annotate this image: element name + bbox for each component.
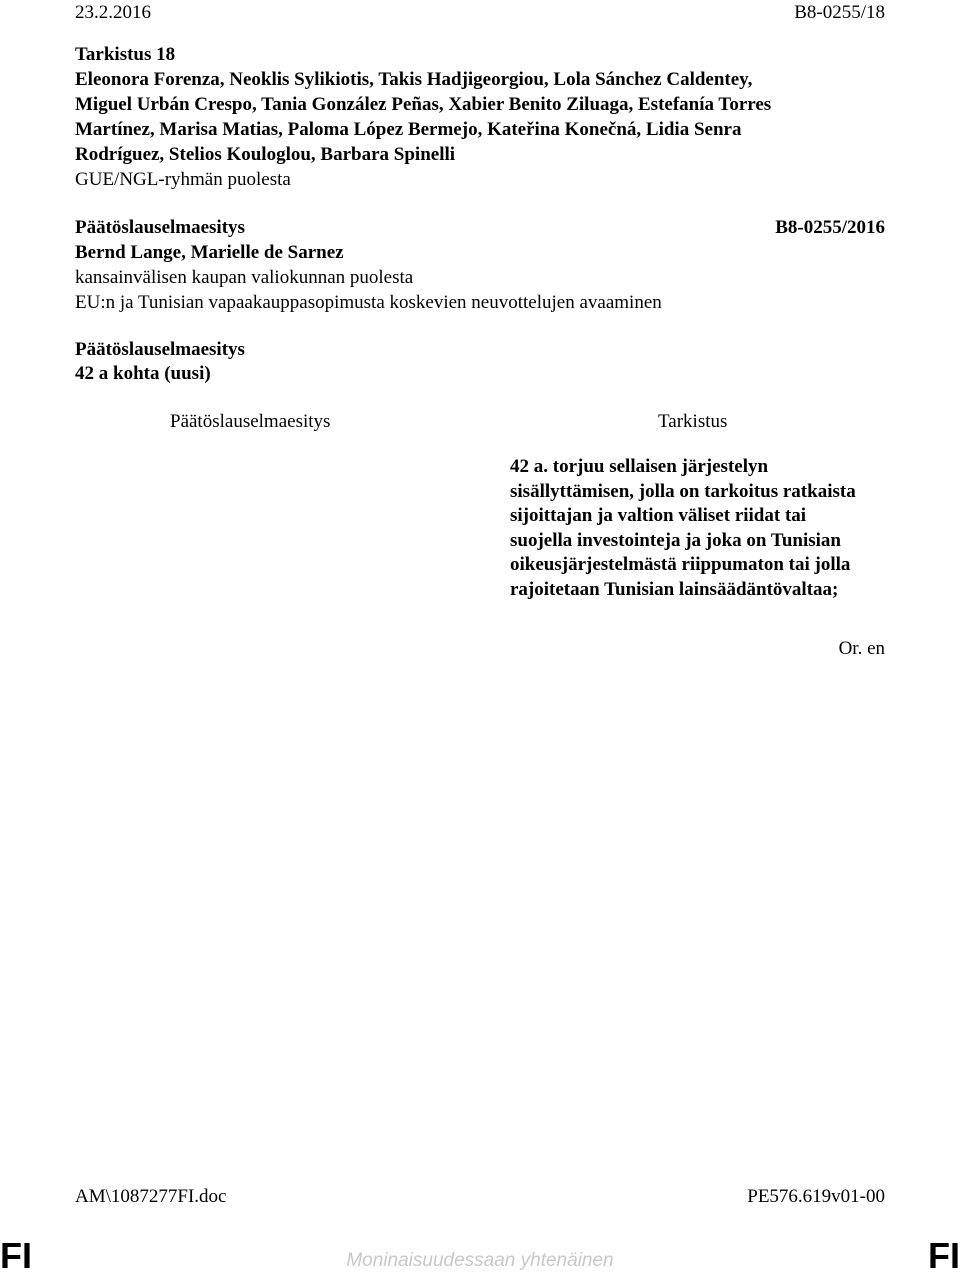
amendment-authors-line: Eleonora Forenza, Neoklis Sylikiotis, Takis Hadjigeorgiou, Lola Sánchez Caldentey, [75, 69, 753, 90]
political-group: GUE/NGL-ryhmän puolesta [75, 169, 291, 190]
pe-number: PE576.619v01-00 [747, 1186, 885, 1207]
amendment-text-line: sijoittajan ja valtion väliset riidat tai [510, 505, 807, 527]
original-language: Or. en [838, 638, 885, 659]
amendment-text-line: sisällyttämisen, jolla on tarkoitus ratkaista [510, 480, 856, 502]
motion-subject: EU:n ja Tunisian vapaakauppasopimusta koskevien neuvottelujen avaaminen [75, 292, 662, 313]
motion-label: Päätöslauselmaesitys [75, 217, 245, 238]
section-label: Päätöslauselmaesitys [75, 339, 245, 360]
paragraph-reference: 42 a kohta (uusi) [75, 363, 211, 384]
amendment-authors-line: Miguel Urbán Crespo, Tania González Peñas, Xabier Benito Ziluaga, Estefanía Torres [75, 94, 772, 115]
amendment-text-line: oikeusjärjestelmästä riippumaton tai jolla [510, 554, 851, 576]
motion-authors: Bernd Lange, Marielle de Sarnez [75, 242, 344, 263]
language-code-right: FI [928, 1235, 960, 1276]
amendment-text [510, 455, 900, 603]
amendment-text-line: rajoitetaan Tunisian lainsäädäntövaltaa; [510, 578, 839, 600]
column-header-amendment: Tarkistus [658, 411, 728, 432]
file-name: AM\1087277FI.doc [75, 1186, 227, 1207]
column-header-motion: Päätöslauselmaesitys [170, 411, 331, 432]
motion-number: B8-0255/2016 [775, 217, 885, 238]
committee: kansainvälisen kaupan valiokunnan puolesta [75, 267, 414, 288]
amendment-text-line: suojella investointeja ja joka on Tunisian [510, 529, 841, 551]
document-reference: B8-0255/18 [794, 2, 885, 23]
amendment-text-line: 42 a. torjuu sellaisen järjestelyn [510, 456, 769, 477]
language-code-left: FI [0, 1235, 32, 1276]
amendment-authors-line: Rodríguez, Stelios Kouloglou, Barbara Spinelli [75, 144, 456, 165]
amendment-title: Tarkistus 18 [75, 44, 176, 65]
amendment-authors-line: Martínez, Marisa Matias, Paloma López Bermejo, Kateřina Konečná, Lidia Senra [75, 119, 742, 140]
document-date: 23.2.2016 [75, 2, 151, 23]
eu-motto: Moninaisuudessaan yhtenäinen [346, 1250, 614, 1271]
